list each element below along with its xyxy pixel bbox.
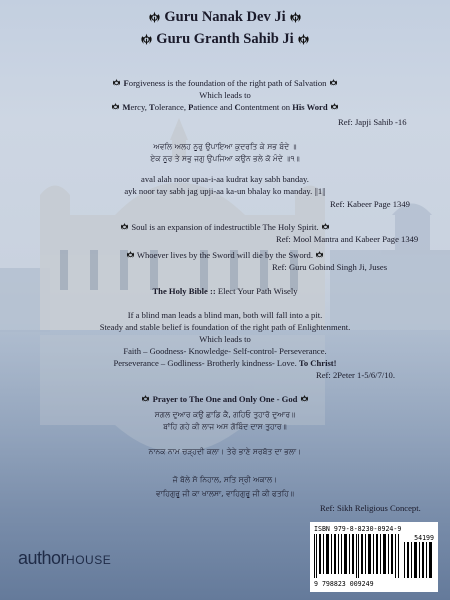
ref-kabeer: Ref: Kabeer Page 1349	[330, 199, 410, 209]
khanda-icon	[111, 102, 120, 111]
prayer-gurmukhi-2: ਬਾਂਹਿ ਗਹੇ ਕੀ ਲਾਜ ਅਸ ਗੋਬਿੰਦ ਦਾਸ ਤੁਹਾਰ॥	[163, 422, 287, 431]
bible-heading-bold: The Holy Bible ::	[152, 286, 218, 296]
bible-line-3: Which leads to	[199, 334, 251, 344]
soul-text: Soul is an expansion of indestructible The Holy Spirit.	[131, 222, 319, 232]
ref-sikh: Ref: Sikh Religious Concept.	[320, 503, 421, 513]
kabeer-gurmukhi-2: ਏਕ ਨੂਰ ਤੇ ਸਭੁ ਜਗੁ ਉਪਜਿਆ ਕਉਨ ਭਲੇ ਕੋ ਮੰਦੇ ॥੧॥	[150, 154, 300, 163]
khanda-icon	[141, 394, 150, 403]
title-line-1: Guru Nanak Dev Ji	[164, 9, 286, 25]
price-barcode-bars	[404, 542, 434, 578]
khanda-icon	[112, 78, 121, 87]
title-line-2: Guru Granth Sahib Ji	[156, 31, 294, 47]
forgiveness-cap: F	[123, 78, 129, 88]
bible-line-2: Steady and stable belief is foundation of the right path of Enlightenment.	[99, 322, 351, 332]
khanda-icon	[126, 250, 135, 259]
khanda-icon	[330, 102, 339, 111]
bible-line-1: If a blind man leads a blind man, both will fall into a pit.	[127, 310, 323, 320]
khanda-icon	[120, 222, 129, 231]
khanda-icon	[140, 33, 153, 45]
kabeer-translit-1: aval alah noor upaa-i-aa kudrat kay sabh banday.	[141, 174, 309, 184]
khanda-icon	[315, 250, 324, 259]
barcode-bars	[314, 534, 400, 578]
which-leads-line: Which leads to	[199, 90, 251, 100]
ref-gobind-singh: Ref: Guru Gobind Singh Ji, Juses	[272, 262, 388, 272]
kabeer-gurmukhi-1: ਅਵਲਿ ਅਲਹ ਨੂਰੁ ਉਪਾਇਆ ਕੁਦਰਤਿ ਕੇ ਸਭ ਬੰਦੇ ॥	[153, 142, 297, 151]
prayer-heading	[0, 394, 450, 405]
prayer-gurmukhi-3: ਨਾਨਕ ਨਾਮ ਚੜ੍ਹਦੀ ਕਲਾ। ਤੇਰੇ ਭਾਣੇ ਸਰਬੱਤ ਦਾ ਭਲਾ।	[148, 447, 302, 456]
price-code: 54199	[414, 534, 434, 542]
bible-line-4: Faith – Goodness- Knowledge- Self-control- Perseverance.	[123, 346, 327, 356]
khanda-icon	[300, 394, 309, 403]
bible-heading-rest: Elect Your Path Wisely	[217, 286, 298, 296]
khanda-icon	[297, 33, 310, 45]
kabeer-translit-2: ayk noor tay sabh jag upji-aa ka-un bhalay ko manday. ||1||	[124, 186, 326, 196]
isbn-text: ISBN 979-8-8230-0924-9	[314, 525, 402, 533]
soul-line	[0, 222, 450, 233]
isbn-barcode	[310, 522, 438, 592]
sword-line	[0, 250, 450, 261]
to-christ: To Christ!	[298, 358, 337, 368]
sword-text: Whoever lives by the Sword will die by the Sword.	[136, 250, 313, 260]
khanda-icon	[321, 222, 330, 231]
his-word: His Word	[292, 102, 328, 112]
barcode-number: 9 798823 009249	[314, 580, 374, 588]
title-guru-nanak	[0, 8, 450, 26]
bible-line-5: Perseverance – Godliness- Brotherly kindness- Love. To Christ!	[113, 358, 337, 368]
logo-author: author	[18, 548, 67, 568]
logo-house: HOUSE	[66, 553, 112, 567]
khanda-icon	[148, 11, 161, 23]
khanda-icon	[289, 11, 302, 23]
prayer-gurmukhi-4: ਜੋ ਬੋਲੇ ਸੋ ਨਿਹਾਲ, ਸਤਿ ਸ੍ਰੀ ਅਕਾਲ।	[172, 475, 278, 484]
prayer-gurmukhi-1: ਸਗਲ ਦੁਆਰ ਕਉ ਛਾਡਿ ਕੈ, ਗਹਿਓ ਤੁਹਾਰੋ ਦੁਆਰ॥	[154, 410, 296, 419]
virtues-line: Mercy, Tolerance, Patience and Contentment on His Word	[0, 102, 450, 113]
forgiveness-text: orgiveness is the foundation of the right path of Salvation	[128, 78, 327, 88]
forgiveness-line	[0, 78, 450, 89]
publisher-logo	[18, 548, 111, 569]
khanda-icon	[329, 78, 338, 87]
ref-peter: Ref: 2Peter 1-5/6/7/10.	[316, 370, 396, 380]
ref-mool-mantra: Ref: Mool Mantra and Kabeer Page 1349	[276, 234, 419, 244]
prayer-gurmukhi-5: ਵਾਹਿਗੁਰੂ ਜੀ ਕਾ ਖਾਲਸਾ, ਵਾਹਿਗੁਰੂ ਜੀ ਕੀ ਫਤਹਿ॥	[155, 489, 295, 498]
prayer-heading-text: Prayer to The One and Only One - God	[152, 394, 298, 404]
bible-heading	[0, 286, 450, 297]
ref-japji: Ref: Japji Sahib -16	[338, 117, 407, 127]
title-guru-granth	[0, 30, 450, 48]
